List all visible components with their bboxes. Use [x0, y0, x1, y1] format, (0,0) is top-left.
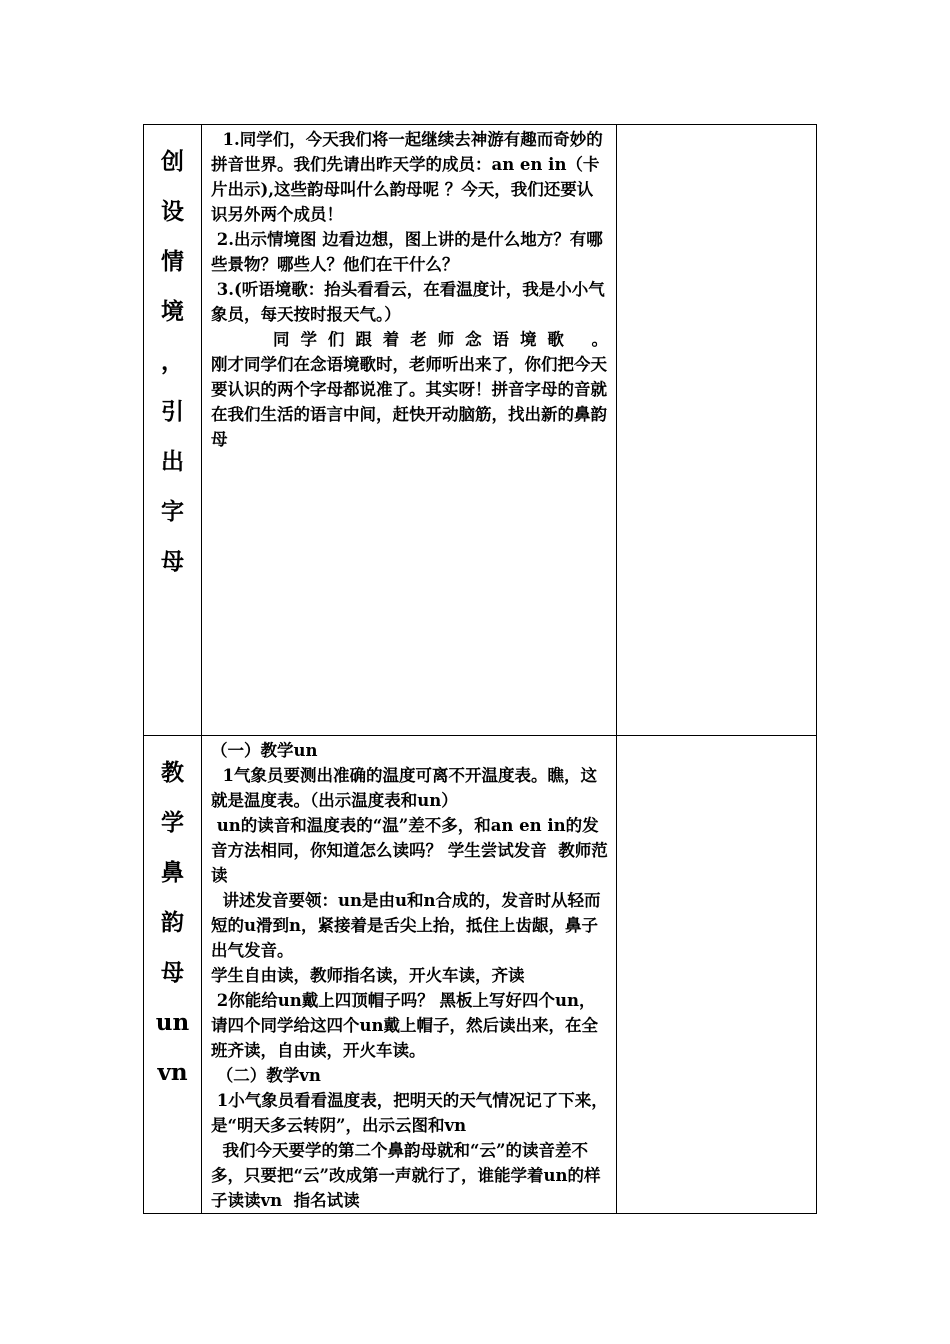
content-paragraph: 3.(听语境歌：抬头看看云，在看温度计，我是小小气象员，每天按时报天气。）	[211, 280, 605, 324]
label-char: 母	[161, 959, 184, 986]
label-char: 出	[161, 448, 184, 475]
label-char: 母	[161, 548, 184, 575]
section-label	[144, 125, 201, 587]
content-paragraph: un的读音和温度表的“温”差不多，和an en in的发音方法相同，你知道怎么读吗？ 学生尝试发音 教师范读	[211, 816, 608, 885]
notes-cell	[617, 736, 817, 1214]
label-char: 学	[161, 809, 184, 836]
table-row	[144, 125, 817, 736]
section-label-cell	[144, 125, 202, 736]
label-char: un	[155, 1009, 190, 1036]
teaching-content-cell	[202, 736, 617, 1214]
content-paragraph: 2.出示情境图 边看边想，图上讲的是什么地方？有哪些景物？哪些人？他们在干什么？	[211, 230, 603, 274]
label-char: 韵	[161, 909, 184, 936]
label-char: 创	[161, 148, 184, 175]
section-label	[144, 736, 201, 1098]
label-char: 情	[161, 248, 184, 275]
content-paragraph: 刚才同学们在念语境歌时，老师听出来了，你们把今天要认识的两个字母都说准了。其实呀！拼音字母的音就在我们生活的语言中间，赶快开动脑筋，找出新的鼻韵母	[211, 355, 607, 449]
content-paragraph: 我们今天要学的第二个鼻韵母就和“云”的读音差不多，只要把“云”改成第一声就行了，谁能学着un的样子读读vn 指名试读	[211, 1141, 601, 1210]
notes-cell	[617, 125, 817, 736]
teaching-content	[202, 125, 616, 452]
content-paragraph: 1小气象员看看温度表，把明天的天气情况记了下来，是“明天多云转阴”，出示云图和vn	[211, 1091, 608, 1135]
content-paragraph: 1.同学们，今天我们将一起继续去神游有趣而奇妙的拼音世界。我们先请出昨天学的成员：an en in（卡片出示),这些韵母叫什么韵母呢 ？今天，我们还要认识另外两个成员！	[211, 130, 603, 224]
content-paragraph: 讲述发音要领：un是由u和n合成的，发音时从轻而短的u滑到n，紧接着是舌尖上抬，抵住上齿龈，鼻子出气发音。	[211, 891, 601, 960]
content-paragraph: 学生自由读，教师指名读，开火车读，齐读	[211, 966, 525, 985]
label-char: 设	[161, 198, 184, 225]
content-paragraph: （一）教学un	[211, 741, 318, 760]
label-char: 引	[161, 398, 184, 425]
teaching-content-cell	[202, 125, 617, 736]
content-paragraph: 1气象员要测出准确的温度可离不开温度表。瞧，这就是温度表。（出示温度表和un）	[211, 766, 597, 810]
lesson-plan-table	[143, 124, 817, 1214]
section-label-cell	[144, 736, 202, 1214]
label-char: vn	[157, 1059, 188, 1086]
label-char: ，	[161, 348, 184, 375]
teaching-content	[202, 736, 616, 1213]
table-row	[144, 736, 817, 1214]
label-char: 境	[161, 298, 184, 325]
content-paragraph: 2你能给un戴上四顶帽子吗？ 黑板上写好四个un，请四个同学给这四个un戴上帽子，然后读出来，在全班齐读，自由读，开火车读。	[211, 991, 598, 1060]
label-char: 教	[161, 759, 184, 786]
label-char: 鼻	[161, 859, 184, 886]
content-paragraph: 同学们跟着老师念语境歌 。	[273, 330, 608, 349]
label-char: 字	[161, 498, 184, 525]
content-paragraph: （二）教学vn	[211, 1066, 321, 1085]
